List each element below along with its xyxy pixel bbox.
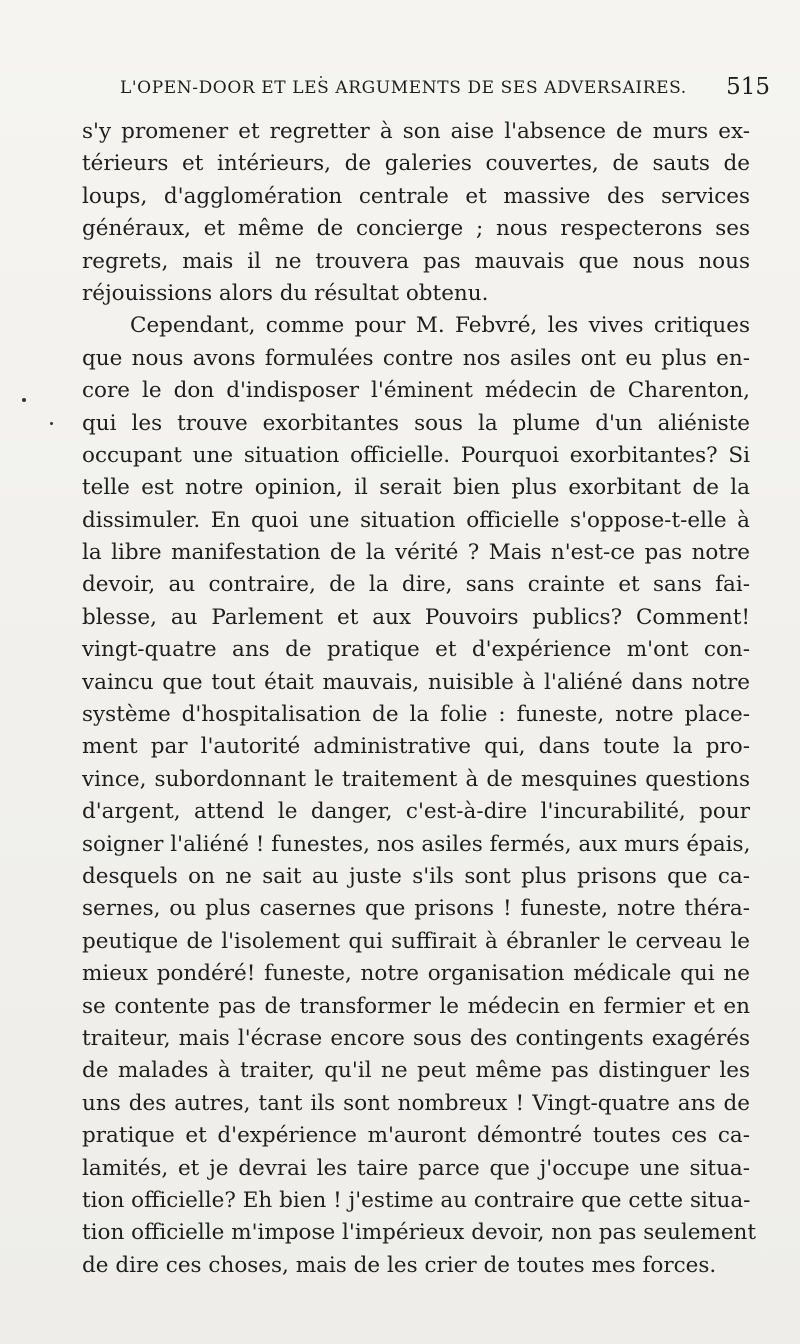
text-line: regrets, mais il ne trouvera pas mauvais que nous nous — [82, 248, 750, 274]
text-line: qui les trouve exorbitantes sous la plume d'un aliéniste — [82, 410, 750, 436]
text-line: devoir, au contraire, de la dire, sans crainte et sans fai- — [82, 572, 750, 598]
text-line: uns des autres, tant ils sont nombreux ! Vingt-quatre ans de — [82, 1090, 750, 1116]
text-line: généraux, et même de concierge ; nous respecterons ses — [82, 216, 750, 242]
body-text — [82, 116, 757, 1282]
text-line: traiteur, mais l'écrase encore sous des contingents exagérés — [82, 1025, 750, 1051]
paragraph-start-line: Cependant, comme pour M. Febvré, les vives critiques — [130, 313, 750, 339]
text-line: sernes, ou plus casernes que prisons ! funeste, notre théra- — [82, 896, 750, 922]
text-line: système d'hospitalisation de la folie : funeste, notre place- — [82, 702, 750, 728]
text-line: que nous avons formulées contre nos asiles ont eu plus en- — [82, 345, 750, 371]
print-speck — [320, 76, 322, 78]
text-line: s'y promener et regretter à son aise l'absence de murs ex- — [82, 119, 750, 144]
text-line: de malades à traiter, qu'il ne peut même pas distinguer les — [82, 1058, 750, 1084]
text-line: de dire ces choses, mais de les crier de toutes mes forces. — [82, 1252, 717, 1278]
text-line: ment par l'autorité administrative qui, dans toute la pro- — [82, 734, 750, 760]
print-speck — [50, 422, 53, 425]
print-speck — [22, 398, 26, 402]
text-line: mieux pondéré! funeste, notre organisation médicale qui ne — [82, 961, 750, 987]
text-line: lamités, et je devrai les taire parce que j'occupe une situa- — [82, 1155, 750, 1181]
page-number: 515 — [726, 74, 770, 100]
text-line: peutique de l'isolement qui suffirait à ébranler le cerveau le — [82, 928, 750, 954]
text-line: tion officielle? Eh bien ! j'estime au contraire que cette situa- — [82, 1187, 751, 1213]
text-line: la libre manifestation de la vérité ? Mais n'est-ce pas notre — [82, 540, 750, 566]
text-line: dissimuler. En quoi une situation officielle s'oppose-t-elle à — [82, 507, 750, 533]
text-line: telle est notre opinion, il serait bien plus exorbitant de la — [82, 475, 750, 501]
text-line: vaincu que tout était mauvais, nuisible à l'aliéné dans notre — [82, 669, 750, 695]
text-line: soigner l'aliéné ! funestes, nos asiles fermés, aux murs épais, — [82, 831, 751, 857]
text-line: blesse, au Parlement et aux Pouvoirs publics? Comment! — [82, 604, 750, 630]
running-title: L'OPEN-DOOR ET LES ARGUMENTS DE SES ADVERSAIRES. — [120, 78, 687, 98]
text-line: térieurs et intérieurs, de galeries couvertes, de sauts de — [82, 151, 750, 177]
running-head — [120, 70, 780, 110]
text-line: occupant une situation officielle. Pourquoi exorbitantes? Si — [82, 442, 750, 468]
text-line: se contente pas de transformer le médecin en fermier et en — [82, 993, 750, 1019]
text-line: d'argent, attend le danger, c'est-à-dire l'incurabilité, pour — [82, 799, 750, 825]
text-line: pratique et d'expérience m'auront démontré toutes ces ca- — [82, 1123, 750, 1149]
text-line: core le don d'indisposer l'éminent médecin de Charenton, — [82, 378, 750, 404]
text-line: tion officielle m'impose l'impérieux devoir, non pas seulement — [82, 1220, 757, 1246]
text-line: vince, subordonnant le traitement à de mesquines questions — [82, 766, 750, 792]
text-line: réjouissions alors du résultat obtenu. — [82, 280, 489, 306]
text-line: desquels on ne sait au juste s'ils sont plus prisons que ca- — [82, 863, 750, 889]
text-line: vingt-quatre ans de pratique et d'expérience m'ont con- — [82, 637, 750, 663]
text-line: loups, d'agglomération centrale et massive des services — [82, 183, 750, 209]
